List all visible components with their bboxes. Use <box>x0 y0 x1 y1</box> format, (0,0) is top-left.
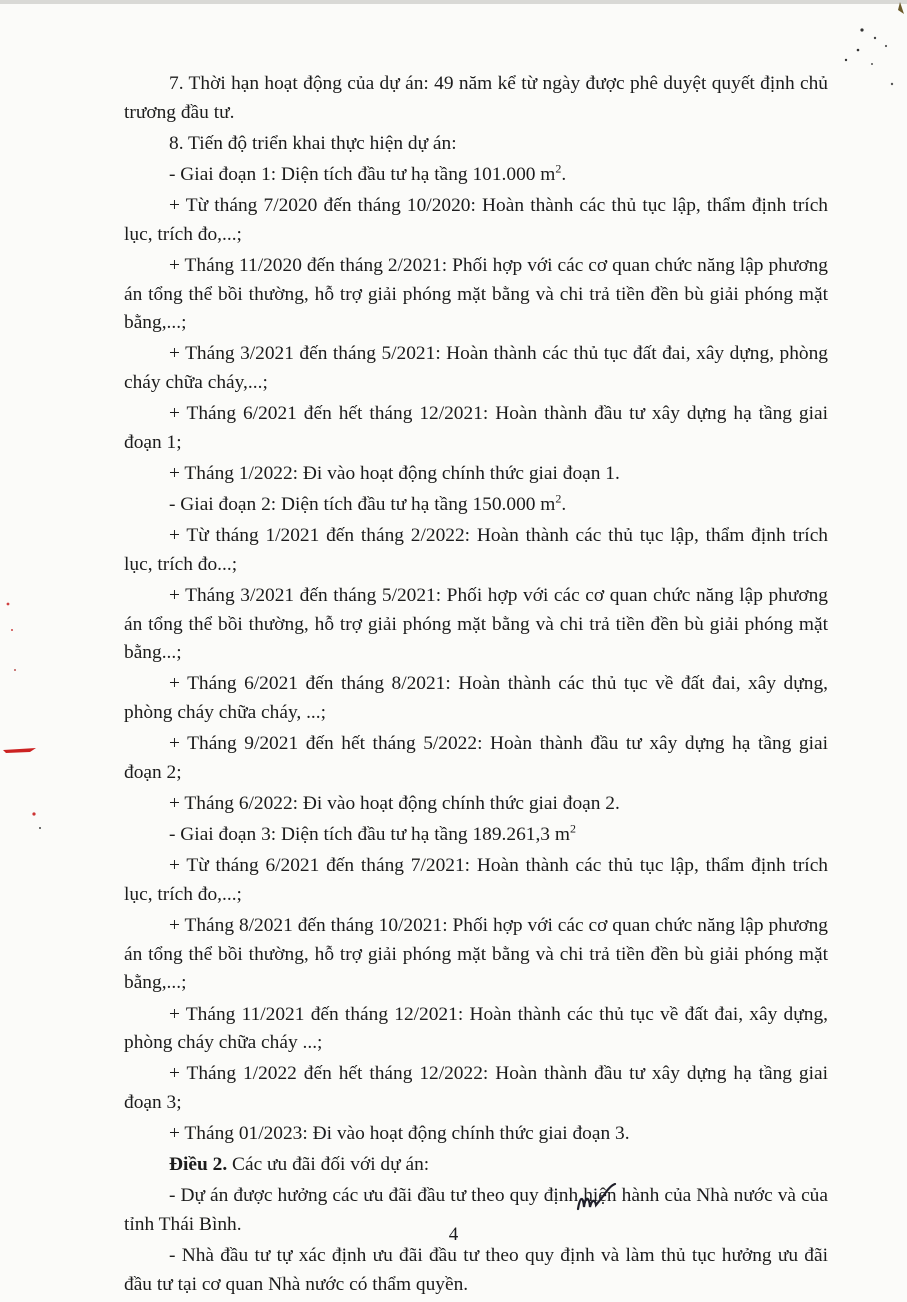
paragraph-phase2-step1: + Từ tháng 1/2021 đến tháng 2/2022: Hoàn thành các thủ tục lập, thẩm định trích lục, trích đo...; <box>124 525 828 575</box>
scan-top-edge <box>0 0 907 4</box>
paragraph-phase3-step4: + Tháng 1/2022 đến hết tháng 12/2022: Hoàn thành đầu tư xây dựng hạ tầng giai đoạn 3; <box>124 1063 828 1113</box>
paragraph-phase3-step2: + Tháng 8/2021 đến tháng 10/2021: Phối hợp với các cơ quan chức năng lập phương án tổng thể bồi thường, hỗ trợ giải phóng mặt bằng và chi trả tiền đền bù giải phóng mặt bằng,...; <box>124 915 828 994</box>
paragraph-phase2-step3: + Tháng 6/2021 đến tháng 8/2021: Hoàn thành các thủ tục về đất đai, xây dựng, phòng cháy chữa cháy, ...; <box>124 673 828 723</box>
paragraph-phase3-step1: + Từ tháng 6/2021 đến tháng 7/2021: Hoàn thành các thủ tục lập, thẩm định trích lục, trích đo,...; <box>124 855 828 905</box>
paragraph-phase1-step3: + Tháng 3/2021 đến tháng 5/2021: Hoàn thành các thủ tục đất đai, xây dựng, phòng cháy chữa cháy,...; <box>124 343 828 393</box>
paragraph-phase1-step5: + Tháng 1/2022: Đi vào hoạt động chính thức giai đoạn 1. <box>169 462 620 484</box>
paragraph-phase1-area: - Giai đoạn 1: Diện tích đầu tư hạ tầng 101.000 $m^2$. <box>169 161 567 185</box>
paragraph-schedule-heading: 8. Tiến độ triển khai thực hiện dự án: <box>169 132 457 154</box>
paragraph-phase2-step2: + Tháng 3/2021 đến tháng 5/2021: Phối hợp với các cơ quan chức năng lập phương án tổng thể bồi thường, hỗ trợ giải phóng mặt bằng và chi trả tiền đền bù giải phóng mặt bằng...; <box>124 585 828 664</box>
document-body <box>124 70 828 1302</box>
paragraph-phase3-step5: + Tháng 01/2023: Đi vào hoạt động chính thức giai đoạn 3. <box>169 1123 630 1145</box>
paragraph-phase2-area: - Giai đoạn 2: Diện tích đầu tư hạ tầng 150.000 $m^2$. <box>169 491 567 516</box>
article2-label: Điều 2. <box>169 1154 228 1176</box>
paragraph-article2-heading: Điều 2. Các ưu đãi đối với dự án: <box>169 1154 430 1176</box>
paragraph-phase1-step4: + Tháng 6/2021 đến hết tháng 12/2021: Hoàn thành đầu tư xây dựng hạ tầng giai đoạn 1; <box>124 403 828 453</box>
paragraph-phase2-step5: + Tháng 6/2022: Đi vào hoạt động chính thức giai đoạn 2. <box>169 792 620 814</box>
paragraph-phase3-area: - Giai đoạn 3: Diện tích đầu tư hạ tầng 189.261,3 $m^2$ <box>169 821 576 846</box>
initial-signature <box>574 1183 618 1217</box>
page-number: 4 <box>448 1224 459 1245</box>
scan-specks-left-margin <box>0 590 50 850</box>
paragraph-phase1-step1: + Từ tháng 7/2020 đến tháng 10/2020: Hoàn thành các thủ tục lập, thẩm định trích lục, trích đo,...; <box>124 195 828 245</box>
paragraph-project-duration: 7. Thời hạn hoạt động của dự án: 49 năm kể từ ngày được phê duyệt quyết định chủ trương đầu tư. <box>124 73 828 123</box>
paragraph-phase2-step4: + Tháng 9/2021 đến hết tháng 5/2022: Hoàn thành đầu tư xây dựng hạ tầng giai đoạn 2; <box>124 733 828 783</box>
paragraph-phase3-step3: + Tháng 11/2021 đến tháng 12/2021: Hoàn thành các thủ tục về đất đai, xây dựng, phòng cháy chữa cháy ...; <box>124 1003 828 1054</box>
paragraph-incentive1: - Dự án được hưởng các ưu đãi đầu tư theo quy định hiện hành của Nhà nước và của tỉnh Thái Bình. <box>124 1185 828 1236</box>
paragraph-incentive2: - Nhà đầu tư tự xác định ưu đãi đầu tư theo quy định và làm thủ tục hưởng ưu đãi đầu tư tại cơ quan Nhà nước có thẩm quyền. <box>124 1245 828 1295</box>
paragraph-phase1-step2: + Tháng 11/2020 đến tháng 2/2021: Phối hợp với các cơ quan chức năng lập phương án tổng thể bồi thường, hỗ trợ giải phóng mặt bằng và chi trả tiền đền bù giải phóng mặt bằng,...; <box>124 254 828 334</box>
